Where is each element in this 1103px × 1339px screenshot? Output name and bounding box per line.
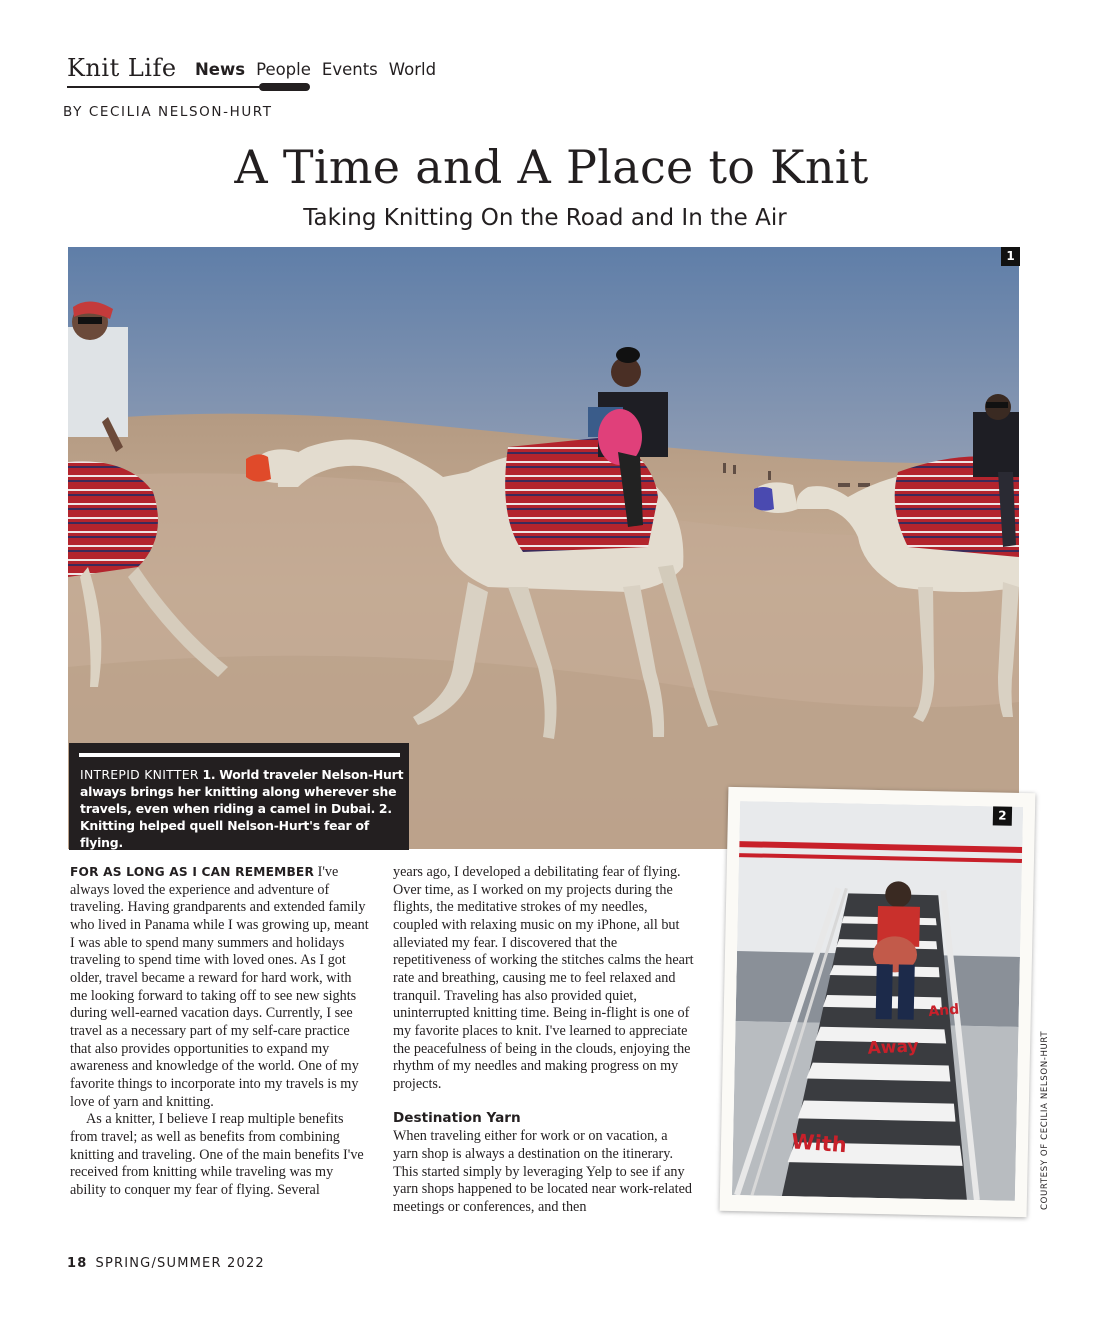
caption-number-2: 2. [378, 801, 392, 816]
photo-number-2: 2 [993, 806, 1012, 825]
airplane-stairs-photo-frame [720, 787, 1036, 1217]
photo-caption [80, 766, 405, 851]
caption-text-1: World traveler Nelson-Hurt always brings her knitting along wherever she travels, even when riding a camel in Dubai. [80, 767, 404, 816]
nav-item-people: People [256, 60, 311, 79]
stair-word-away: Away [867, 1036, 920, 1059]
paragraph-1-text: I've always loved the experience and adventure of traveling. Having grandparents and extended family who lived in Panama while I was growing up, meant I was able to spend many summers and holidays traveling to spend time with loved ones. As I got older, travel became a reward for hard work, with me looking forward to taking off to see new sights during well-earned vacation days. Currently, I see travel as a necessary part of my self-care practice that also provides opportunities to expand my awareness and knowledge of the world. One of my favorite things to incorporate into my travels is my love of yarn and knitting. [70, 864, 369, 1110]
body-column-1 [70, 864, 370, 1199]
article-title: A Time and A Place to Knit [234, 140, 869, 194]
nav-item-world: World [388, 60, 437, 79]
airplane-stairs-photo [732, 801, 1023, 1201]
caption-rule [79, 753, 400, 757]
lead-in: FOR AS LONG AS I CAN REMEMBER [70, 865, 315, 879]
page-number: 18 [67, 1256, 88, 1271]
nav-item-events: Events [321, 60, 378, 79]
caption-text-2: Knitting helped quell Nelson-Hurt's fear of flying. [80, 818, 370, 850]
body-column-2 [393, 864, 695, 1216]
paragraph-2: As a knitter, I believe I reap multiple benefits from travel; as well as benefits from combining knitting and traveling. One of the main benefits I've received from knitting while traveling was my ability to conquer my fear of flying. Several [70, 1111, 364, 1198]
paragraph-3: years ago, I developed a debilitating fear of flying. Over time, as I worked on my projects during the flights, the meditative strokes of my needles, coupled with relaxing music on my iPhone, all but alleviated my fear. I discovered that the repetitiveness of working the stitches calms the heart rate and breathing, causing me to feel relaxed and tranquil. Traveling has also provided quiet, uninterrupted knitting time. Being in-flight is one of my favorite places to knit. I've learned to appreciate the peacefulness of being in the clouds, enjoying the rhythm of my needles and making progress on my projects. [393, 864, 694, 1092]
paragraph-4: When traveling either for work or on vacation, a yarn shop is always a destination on the itinerary. This started simply by leveraging Yelp to see if any yarn shops happened to be located near work-related meetings or conferences, and then [393, 1128, 692, 1215]
photo-number-1: 1 [1001, 247, 1020, 266]
issue-name: SPRING/SUMMER 2022 [95, 1256, 265, 1271]
caption-heading: INTREPID KNITTER [80, 767, 199, 782]
byline: BY CECILIA NELSON-HURT [63, 104, 273, 120]
subhead-destination-yarn: Destination Yarn [393, 1109, 521, 1126]
folio [67, 1256, 265, 1271]
section-nav [195, 60, 436, 79]
photo-credit-text: COURTESY OF CECILIA NELSON-HURT [1040, 1030, 1050, 1210]
paragraph-1 [70, 864, 370, 1111]
photo-credit [1035, 1030, 1050, 1213]
article-subtitle: Taking Knitting On the Road and In the Air [303, 205, 787, 231]
stair-word-and: And [927, 1001, 960, 1021]
active-section-marker [259, 83, 310, 91]
stair-word-with: With [790, 1129, 848, 1158]
caption-number-1: 1. [202, 767, 216, 782]
nav-item-news: News [195, 60, 246, 79]
section-brand: Knit Life [67, 54, 177, 82]
